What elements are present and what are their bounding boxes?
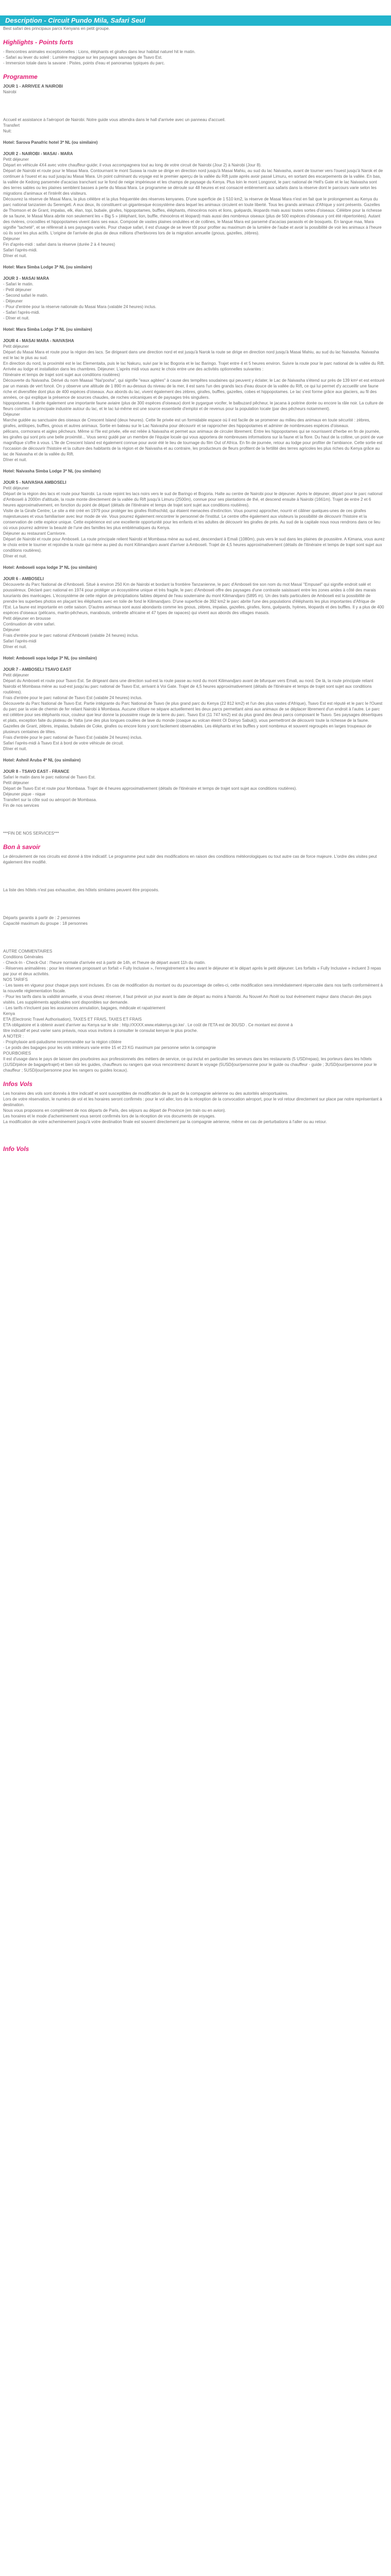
day-hotel: Hotel: Mara Simba Lodge 3* NL (ou similaire) xyxy=(3,327,92,332)
day-block xyxy=(3,276,385,332)
day-text: Safari l'après-midi à Tsavo Est à bord de votre véhicule de circuit. xyxy=(3,741,124,745)
day-hotel: Hotel: Sarova Panafric hotel 3* NL (ou similaire) xyxy=(3,140,98,145)
infos-vols-line: Nous vous proposons en complément de nos départs de Paris, des séjours au départ de Province (en train ou en avion). xyxy=(3,1108,226,1113)
day-block xyxy=(3,480,385,570)
day-hotel: Hotel: Amboseli sopa lodge 3* NL (ou similaire) xyxy=(3,656,97,660)
bon-a-savoir-line: Kenya xyxy=(3,1011,15,1016)
day-text: Petit déjeuner xyxy=(3,157,29,162)
day-block xyxy=(3,151,385,270)
day-title: JOUR 1 - ARRIVEE A NAIROBI xyxy=(3,84,63,89)
day-text: - Déjeuner xyxy=(3,299,23,303)
day-hotel: Hotel: Mara Simba Lodge 3* NL (ou similaire) xyxy=(3,265,92,269)
infos-vols-line: La modification de votre acheminement jusqu'à votre destination finale est souvent directement par la compagnie aérienne, même en cas de perturbations à l'aller ou au retour. xyxy=(3,1120,327,1124)
spacer xyxy=(3,650,385,655)
bon-a-savoir-line: Départs garantis à partir de : 2 personnes xyxy=(3,916,80,920)
day-text: Découvrez la réserve de Masai Mara, la plus célèbre et la plus fréquentée des réserves kenyanes. D'une superficie de 1 510 km2, la réserve de Masai Mara n'est en fait que le prolongement au Kenya du parc national tanzanien du Serengeti. A eux deux, ils constituent un gigantesque écosystème dans lequel les animaux circulent en toute liberté. Tous les grands animaux d'Afrique y sont présents. Gazelles de Thomson et de Grant, impalas, elk, élan, topi, bubale, girafes, hippopotames, buffles, éléphants, rhinocéros noirs et lions, guépards, léopards mais aussi toutes sortes d'oiseaux. Célèbre pour la richesse de sa faune, le Masai Mara abrite non seulement les « Big 5 » (éléphant, lion, buffle, rhinocéros et léopard) mais aussi des nombreux oiseaux (plus de 500 espèces d'oiseaux y ont été répertoriées). Autant des rivières, crocodiles et hippopotames vivent dans ses eaux. Composé de vastes plaines ondulées et de collines, le Masai Mara est parsemé d'acacias parasols et de bosquets. En langue maa, Mara signifie "tacheté", et se réfèrerait à ses paysages variés. Pour chaque safari, il est d'usage de se lever tôt pour profiter au maximum de la lumière de l'aube et avoir la possibilité de voir les animaux à l'heure où ils sont les plus actifs. L'origine de l'arrivée de plus de deux millions d'herbivores lors de la migration annuelle (gnous, gazelles, zèbres). xyxy=(3,197,383,235)
infos-vols-line: Les horaires et le mode d'acheminement vous seront confirmés lors de la réception de vos documents de voyages. xyxy=(3,1114,216,1118)
day-text: pélicans, cormorans et aigles pêcheurs. Même si l'île est privée, elle est reliée à Naivasha et permet aux animaux de circuler librement. Entre les hippopotames qui se nourrissent d'herbe en fin de journée, les girafes qui sont pris une belle proximité... Vous serez guidé par un membre de l'équipe locale qui vous apportera de nombreuses informations sur la faune et la flore. Du haut de la colline, un point de vue magnifique s'offre à vous. L'île de Crescent Island est également connue pour avoir été le lieu de tournage du film Out of Africa. En fin de journée, retour au lodge pour profiter de l'ambiance. Cette sortie est l'occasion de découvrir l'histoire et la culture des habitants de la région et de Naivasha et au contraire, les producteurs de fleurs profitent de la fertilité des terres agricoles les plus riches du Kenya grâce au lac de Naivasha et de la vallée du Rift. xyxy=(3,429,385,456)
day-text: Départ du Masai Mara et route pour la région des lacs. Se dirigeant dans une direction nord et est jusqu'à Narok la route se dirige en direction nord jusqu'à Masai Mahiu, au sud du lac Naivasha. Naivasha est le lac le plus au sud. xyxy=(3,350,381,360)
day-text: Petit déjeuner xyxy=(3,344,29,349)
day-text: Déjeuner xyxy=(3,236,20,241)
day-text: Découverte du Naivasha. Dérivé du nom Maasaï "Nai'posha", qui signifie "eaux agitées" à cause des tempêtes soudaines qui peuvent y éclater, le Lac de Naivasha s'étend sur près de 139 km² et est entouré par un marais de vert foncé. On y observe une altitude de 1 890 m au-dessus du niveau de la mer, il est sans l'un des grands lacs d'eau douce de la vallée du Rift, ce qui lui permet d'y accueillir une faune riche et diversifiée dont plus de 400 espèces d'oiseaux. Aux abords du lac, vivent également des zèbres, girafes, buffles, gazelles, cobes et hippopotames. Le lac s'est forme grâce aux glaciers, au fil des années, ce qui explique la présence de sources chaudes, de roches volcaniques et de paysages très singuliers. xyxy=(3,378,386,400)
day-text: Déjeuner au restaurant Carnivore. xyxy=(3,531,67,536)
page xyxy=(0,15,391,2576)
content xyxy=(0,26,385,1153)
day-text: Départ du Amboseli et route pour Tsavo Est. Se dirigeant dans une direction sud-est la route passe au nord du mont Kilimandjaro avant de bifurquer vers Emali, au nord. De là, la route principale reliant Nairobi et Mombasa mène au sud-est jusqu'au parc national de Tsavo Est, arrivant à Voi Gate. Trajet de 4,5 heures approximativement (détails de l'itinéraire et temps de trajet sont sujet aux conditions routières). xyxy=(3,679,374,694)
bon-a-savoir-line: POURBOIRES xyxy=(3,1051,31,1056)
spacer xyxy=(3,752,385,757)
day-text: Départ de Nairobi et route pour Amboseli. La route principale relient Nairobi et Mombasa mène au sud-est, descendant à Emali (1080m), puis vers le sud dans les plaines de poussière. A Kimana, vous aurez le choix entre le tourner et rejoindre la route qui mène au pied du mont Kilimandjaro avant d'arriver à Amboseli. Trajet de 4,5 heures approximativement (détails de l'itinéraire et temps de trajet sont sujet aux conditions routières). xyxy=(3,537,386,553)
day-block xyxy=(3,338,385,474)
day-text: Safari l'après-midi xyxy=(3,639,37,643)
day-hotel: Hotel: Ashnil Aruba 4* NL (ou similaire) xyxy=(3,758,81,762)
highlights-list xyxy=(3,49,385,66)
day-text: - Safari l'après-midi. xyxy=(3,310,40,315)
description-banner: Description - Circuit Pundo Mila, Safari Seul xyxy=(0,15,391,26)
day-text: Déjeuner xyxy=(3,412,20,417)
bon-a-savoir-line xyxy=(3,873,385,879)
highlight-item: - Immersion totale dans la savane : Pistes, points d'eau et panoramas typiques du parc. xyxy=(3,61,165,65)
day-text: - Pour d'entrée pour la réserve nationale du Masai Mara (valable 24 heures) inclus. xyxy=(3,304,157,309)
day-text: Fin de nos services xyxy=(3,803,39,808)
bon-a-savoir-line: ETA obligatoire et à obtenir avant d'arriver au Kenya sur le site : http://XXXX.www.etakenya.go.ke/ . Le coût de l'ETA est de 30USD . Ce montant est donné à xyxy=(3,1023,293,1027)
info-vols-footer-title: Info Vols xyxy=(3,1145,29,1153)
day-text: Transfert xyxy=(3,123,20,128)
bon-a-savoir-line: NOS TARIFS xyxy=(3,977,28,982)
day-text: Frais d'entrée pour le parc national d'Amboseli (valable 24 heures) inclus. xyxy=(3,633,139,638)
day-text xyxy=(3,817,385,822)
bon-a-savoir-line: - Les taxes en vigueur pour chaque pays sont incluses. En cas de modification du montant ou du pourcentage de celles-ci, cette modification sera immédiatement répercutée dans nos tarifs conformément à la nouvelle réglementation fiscale. xyxy=(3,983,384,993)
day-text: Visite de la Girafe Centre; Le site a été créé en 1979 pour protéger les girafes Rothschild, qui étaient menacées d'extinction. Vous pourrez approcher, nourrir et câliner quelques-unes de ces girafes majestueuses et vous familiariser avec leur mode de vie. Vous pourrez également rencontrer le personnel de l'institut. Le centre offre également aux visiteurs la possibilité de découvrir l'histoire et la conservation de cette espèce unique. Cette expérience est une excellente opportunité pour les enfants et les adultes de découvrir les girafes de près. Au sud de la capitale nous nous rendrons dans ce lieu où vous pourrez admirer la beauté de l'une des familles les plus emblématiques du Kenya. xyxy=(3,509,382,530)
day-text xyxy=(3,103,385,109)
day-title: JOUR 7 - AMBOSELI TSAVO EAST xyxy=(3,667,72,672)
day-text: - Dîner et nuit. xyxy=(3,316,30,320)
programme-days xyxy=(3,83,385,836)
day-text: hippopotames. Il abrite également une importante faune aviaire (plus de 300 espèces d'oiseaux) dont le pygargue vocifer, le balbuzard pêcheur, le jacana à poitrine dorée ou encore la râle noir. La culture de fleurs constitue la principale industrie autour du lac, et le lac lui-même est une source essentielle d'emploi et de revenus pour la population locale (par des pêcheurs notamment). xyxy=(3,401,385,411)
day-title: JOUR 6 - AMBOSELI xyxy=(3,577,44,581)
bon-a-savoir-line: A NOTER : xyxy=(3,1034,24,1039)
day-text: Départ de la région des lacs et route pour Nairobi. La route rejoint les lacs noirs vers le sud de Baringo et Bogoria. Halte au centre de Nairobi pour le déjeuner. Après le déjeuner, départ pour le parc national d'Amboseli à 2000m d'altitude, la route monte directement de la vallée du Rift jusqu'à Limuru (2500m), connue pour ses plantations de thé, et descend ensuite à Nairobi (1661m). Trajet de entre 2 et 6 heures approximativement, en fonction du point de départ (détails de l'itinéraire et temps de trajet sont sujet aux conditions routières). xyxy=(3,492,384,507)
day-text: Départ de Nairobi et route pour le Masai Mara. Contournant le mont Suswa la route se dirige en direction nord jusqu'à Masai Mahiu, au sud du lac Naivasha, avant de tourner vers l'ouest jusqu'à Narok et de continuer à l'ouest et au sud jusqu'au Masai Mara. Un point culminant du voyage est le premier aperçu de la vallée du Rift juste après avoir passé Limuru, en sortant des escarpements de la vallée. En bas, la vallée de Kedong parsemée d'acacias tranchant sur le fond de neige impérieuse et les champs de paysage du Kenya. Plus loin le mont Longonot, le parc national de Hell's Gate et le lac Naivasha sont des terres sables ou les plaines semblent basses à perte du Masai Mara. Le programme se déroule sur 48 heures et est consacré entièrement aux safaris dans la réserve dont le parcours varie selon les migrations d'animaux et l'intérêt des visiteurs. xyxy=(3,168,384,196)
highlight-item: - Rencontres animales exceptionnelles : Lions, éléphants et girafes dans leur habitat naturel hit le matin. xyxy=(3,49,196,54)
bon-a-savoir-line: Le déroulement de nos circuits est donné à titre indicatif. Le programme peut subir des modifications en raison des conditions météorologiques ou tout autre cas de force majeure. L'ordre des visites peut également être modifié. xyxy=(3,854,378,865)
spacer xyxy=(3,259,385,264)
day-text: Découverte du Parc National de d'Amboseli. Situé à environ 250 Km de Nairobi et bordant la frontière Tanzanienne, le parc d'Amboseli tire son nom du mot Masaï "Empusel" qui signifie endroit salé et poussiéreux. Déclaré parc national en 1974 pour protéger un écosystème unique et très fragile, le parc d'Amboseli offre des paysages d'une contraste saisissant entre les zones arides à côté des marais luxuriants des marécages. L'écosystème de cette région de précipitations faibles dépend de l'eau souterraine du mont Kilimandjaro (5895 m). Un des traits particuliers de Amboseli est la possibilité de prendre les superbes photos en plaçant les éléphants avec en toile de fond le Kilimandjaro. D'une superficie de 392 km2 le parc abrite l'une des populations d'éléphants les plus importantes d'Afrique de l'Est. La faune est importante en cette saison. D'autres animaux sont aussi abondants comme les gnous, zèbres, impalas, gazelles, girafes, lions, guépards, hyènes, léopards et des buffles. Il y a plus de 400 espèces d'oiseaux (pélicans, martin-pêcheurs, marabouts, ombrette africaine et 47 types de rapaces) qui vivent aux abords des villages masaïs. xyxy=(3,582,385,615)
bon-a-savoir-line: ETA (Electronic Travel Authorisation), TAXES ET FRAIS, TAXES ET FRAIS xyxy=(3,1017,142,1022)
highlights-title: Highlights - Points forts xyxy=(3,39,73,46)
spacer xyxy=(3,321,385,327)
day-text: - Safari le matin. xyxy=(3,282,34,286)
bon-a-savoir-line: Il est d'usage dans le pays de laisser des pourboires aux professionnels des métiers de service, ce qui inclut en particulier les serveurs dans les restaurants (5 USD/repas), les porteurs dans les hôtels (1USD/pièce de bagage/trajet) et bien sûr les guides, chauffeurs ou rangers que vous rencontrerez durant le voyage (5USD/jour/personne pour le guide ou chauffeur - guide ; 3USD/jour/personne pour le chauffeur ; 5USD/jour/personne pour les rangers ou guides locaux). xyxy=(3,1057,378,1073)
bon-a-savoir-line: - Réserves animalières : pour les réserves proposant un forfait « Fully Inclusive », l'enregistrement a lieu avant le déjeuner et le départ après le petit déjeuner. Les forfaits « Fully Inclusive » incluent 3 repas par jour et deux activités. xyxy=(3,966,382,976)
bon-a-savoir-line: Conditions Générales xyxy=(3,955,43,959)
intro-text: Best safari des principaux parcs Kenyans en petit groupe. xyxy=(3,26,110,31)
day-text: Dîner et nuit. xyxy=(3,747,27,751)
day-text: Fin d'après-midi : safari dans la réserve (durée 2 à 4 heures) xyxy=(3,242,116,247)
day-title: JOUR 5 - NAIVASHA AMBOSELI xyxy=(3,480,67,485)
day-hotel: Hotel: Naivasha Simba Lodge 3* NL (ou similaire) xyxy=(3,469,101,473)
day-text: Safari le matin dans le parc national de Tsavo Est. xyxy=(3,775,96,779)
day-text: Dîner et nuit. xyxy=(3,645,27,649)
spacer xyxy=(3,134,385,140)
day-block xyxy=(3,576,385,661)
day-text: Accueil et assistance à l'aéroport de Nairobi. Notre guide vous attendra dans le hall d'arrivée avec un panneau d'accueil. xyxy=(3,117,226,122)
bon-a-savoir-line: La liste des hôtels n'est pas exhaustive, des hôtels similaires peuvent être proposés. xyxy=(3,888,159,892)
bon-a-savoir-line: - Pour les tarifs dans la validité annuelle, si vous devez réserver, il faut prévoir un jour avant la date de départ au moins à Nairobi. Au Nouvel An /Noël ou tout évènement majeur dans chacun des pays visités. Les suppléments applicables sont disponibles sur demande. xyxy=(3,994,373,1005)
day-title: JOUR 4 - MASAI MARA - NAIVASHA xyxy=(3,338,74,343)
day-text: Déjeuner pique - nique xyxy=(3,792,45,796)
day-text: Petit déjeuner xyxy=(3,673,29,677)
bon-a-savoir-line: titre indicatif et peut varier sans préavis, nous vous invitons à consulter le consulat kenyan le plus proche. xyxy=(3,1028,198,1033)
day-text: Départ de Tsavo Est et route pour Mombasa. Trajet de 4 heures approximativement (détails de l'itinéraire et temps de trajet sont sujet aux conditions routières). xyxy=(3,786,297,791)
infos-vols-line: Lors de votre réservation, le numéro de vol et les horaires seront confirmés : pour le vol aller, lors de la réception de la convocation aéroport, pour le vol retour directement sur place par notre représentant à destination. xyxy=(3,1097,383,1107)
day-text: Petit déjeuner xyxy=(3,486,29,490)
day-text: ***FIN DE NOS SERVICES*** xyxy=(3,831,59,836)
day-text: - Petit déjeuner xyxy=(3,287,31,292)
bon-a-savoir-line: Capacité maximum du groupe : 18 personnes xyxy=(3,921,88,926)
bon-a-savoir-line xyxy=(3,935,385,940)
spacer xyxy=(3,463,385,468)
bon-a-savoir-text xyxy=(3,854,385,1073)
infos-vols-text xyxy=(3,1091,385,1125)
day-text: Continuation de votre safari. xyxy=(3,622,56,626)
day-text: - Second safari le matin. xyxy=(3,293,48,298)
bon-a-savoir-line: AUTRE COMMENTAIRES xyxy=(3,949,53,954)
day-block xyxy=(3,769,385,836)
day-text: Dîner et nuit. xyxy=(3,554,27,558)
day-text: Frais d'entrée pour le parc national de Tsavo Est (valable 24 heures) inclus. xyxy=(3,735,142,740)
day-text: Frais d'entrée pour le parc national de Tsavo Est (valable 24 heures) inclus. xyxy=(3,696,142,700)
programme-title: Programme xyxy=(3,73,38,80)
bon-a-savoir-line: - Check-In - Check-Out : l'heure normale d'arrivée est à partir de 14h, et l'heure de départ avant 11h du matin. xyxy=(3,960,206,965)
bon-a-savoir-line: - Prophylaxie anti-paludisme recommandée sur la région côtière xyxy=(3,1040,122,1044)
day-title: JOUR 8 - TSAVO EAST - FRANCE xyxy=(3,769,70,774)
day-text: Petit déjeuner xyxy=(3,781,29,785)
day-text: Déjeuner xyxy=(3,628,20,632)
day-text: Nairobi xyxy=(3,90,17,94)
spacer xyxy=(3,559,385,565)
bon-a-savoir-line: - Le poids des bagages pour les vols intérieurs varie entre 15 et 23 KG maximum par personne selon la compagnie xyxy=(3,1045,216,1050)
day-text: Dîner et nuit. xyxy=(3,457,27,462)
day-title: JOUR 3 - MASAI MARA xyxy=(3,276,50,281)
bon-a-savoir-line xyxy=(3,901,385,907)
day-title: JOUR 2 - NAIROBI - MASAI - MARA xyxy=(3,151,73,156)
day-block xyxy=(3,83,385,145)
day-text: Marche guidée au sanctuaire des oiseaux de Crescent Island (deux heures). Cette île privée est un formidable espace où il est facile de se promener au milieu des animaux en toute sécurité : zèbres, girafes, antilopes, buffles, gnous et autres animaux. Sortie en bateau sur le Lac Naivasha pour découvrir et se rapprocher des hippopotames et admirer de nombreuses espèces d'oiseaux. xyxy=(3,418,371,428)
day-text: Départ en véhicule 4X4 avec votre chauffeur-guide; il vous accompagnera tout au long de votre circuit de Nairobi (Jour 2) à Nairobi (Jour 8). xyxy=(3,163,262,167)
day-text: Transfert sur la côte sud ou aéroport de Mombasa. xyxy=(3,798,97,802)
day-text: En direction du nord, la proximité est le lac Elementaita, puis le lac Nakuru, suivi par le lac Bogoria et le lac Baringo. Trajet entre 4 et 5 heures environ. Suivre la route pour le parc national de la vallée du Rift. Arrivée au lodge et installation dans les chambres. Déjeuner. L'après midi vous aurez le choix entre une des activités optionnelles suivantes : xyxy=(3,361,386,371)
day-text: Nuit: xyxy=(3,129,12,133)
infos-vols-line: Les horaires des vols sont donnés à titre indicatif et sont susceptibles de modification de la part de la compagnie aérienne ou des autorités aéroportuaires. xyxy=(3,1091,288,1096)
day-block xyxy=(3,667,385,763)
day-text: Safari l'après-midi. xyxy=(3,248,38,252)
day-text: Petit déjeuner en brousse xyxy=(3,616,51,621)
day-hotel: Hotel: Amboseli sopa lodge 3* NL (ou similaire) xyxy=(3,565,97,570)
day-text: l'itinéraire et temps de trajet sont sujet aux conditions routières) xyxy=(3,372,120,377)
day-text: Dîner et nuit. xyxy=(3,253,27,258)
bon-a-savoir-line: - Les tarifs n'incluent pas les assurances annulation, bagages, médicale et rapatriement xyxy=(3,1006,166,1010)
infos-vols-title: Infos Vols xyxy=(3,1080,32,1088)
highlight-item: - Safari au lever du soleil : Lumière magique sur les paysages sauvages de Tsavo Est. xyxy=(3,55,162,60)
bon-a-savoir-title: Bon à savoir xyxy=(3,843,41,851)
day-text: Découverte du Parc National de Tsavo Est. Partie intégrante du Parc National de Tsavo (le plus grand parc du Kenya (22 812 km2) et l'un des plus vastes d'Afrique), Tsavo Est est réputé et le parc le l'Ouest du parc par la voie de chemin de fer reliant Nairobi à Mombasa. Aucune clôture ne sépare actuellement les deux parcs permettant ainsi aux animaux de se déplacer librement d'un endroit à l'autre. Le parc est célèbre pour ses éléphants roux, couleur que leur donne la poussière rouge de la terre du parc. Tsavo Est (11 747 km2) est du plus grand des deux parcs composant le Tsavo. Ses paysages désertiques et plats, exception faite du plateau de Yatta (une des plus longues coulées de lave du monde (coaque au volcan éteint Ol Doinyo Sabuk)), vous permettront de découvrir toute la richesse de la faune. Gazelles de Grant, zèbres, impalas, bubales de Coke, girafes ou encore lions y sont facilement observables. Les éléphants et les buffles y sont nombreux et souvent regroupés en larges troupeaux de plusieurs centaines de têtes. xyxy=(3,701,384,734)
